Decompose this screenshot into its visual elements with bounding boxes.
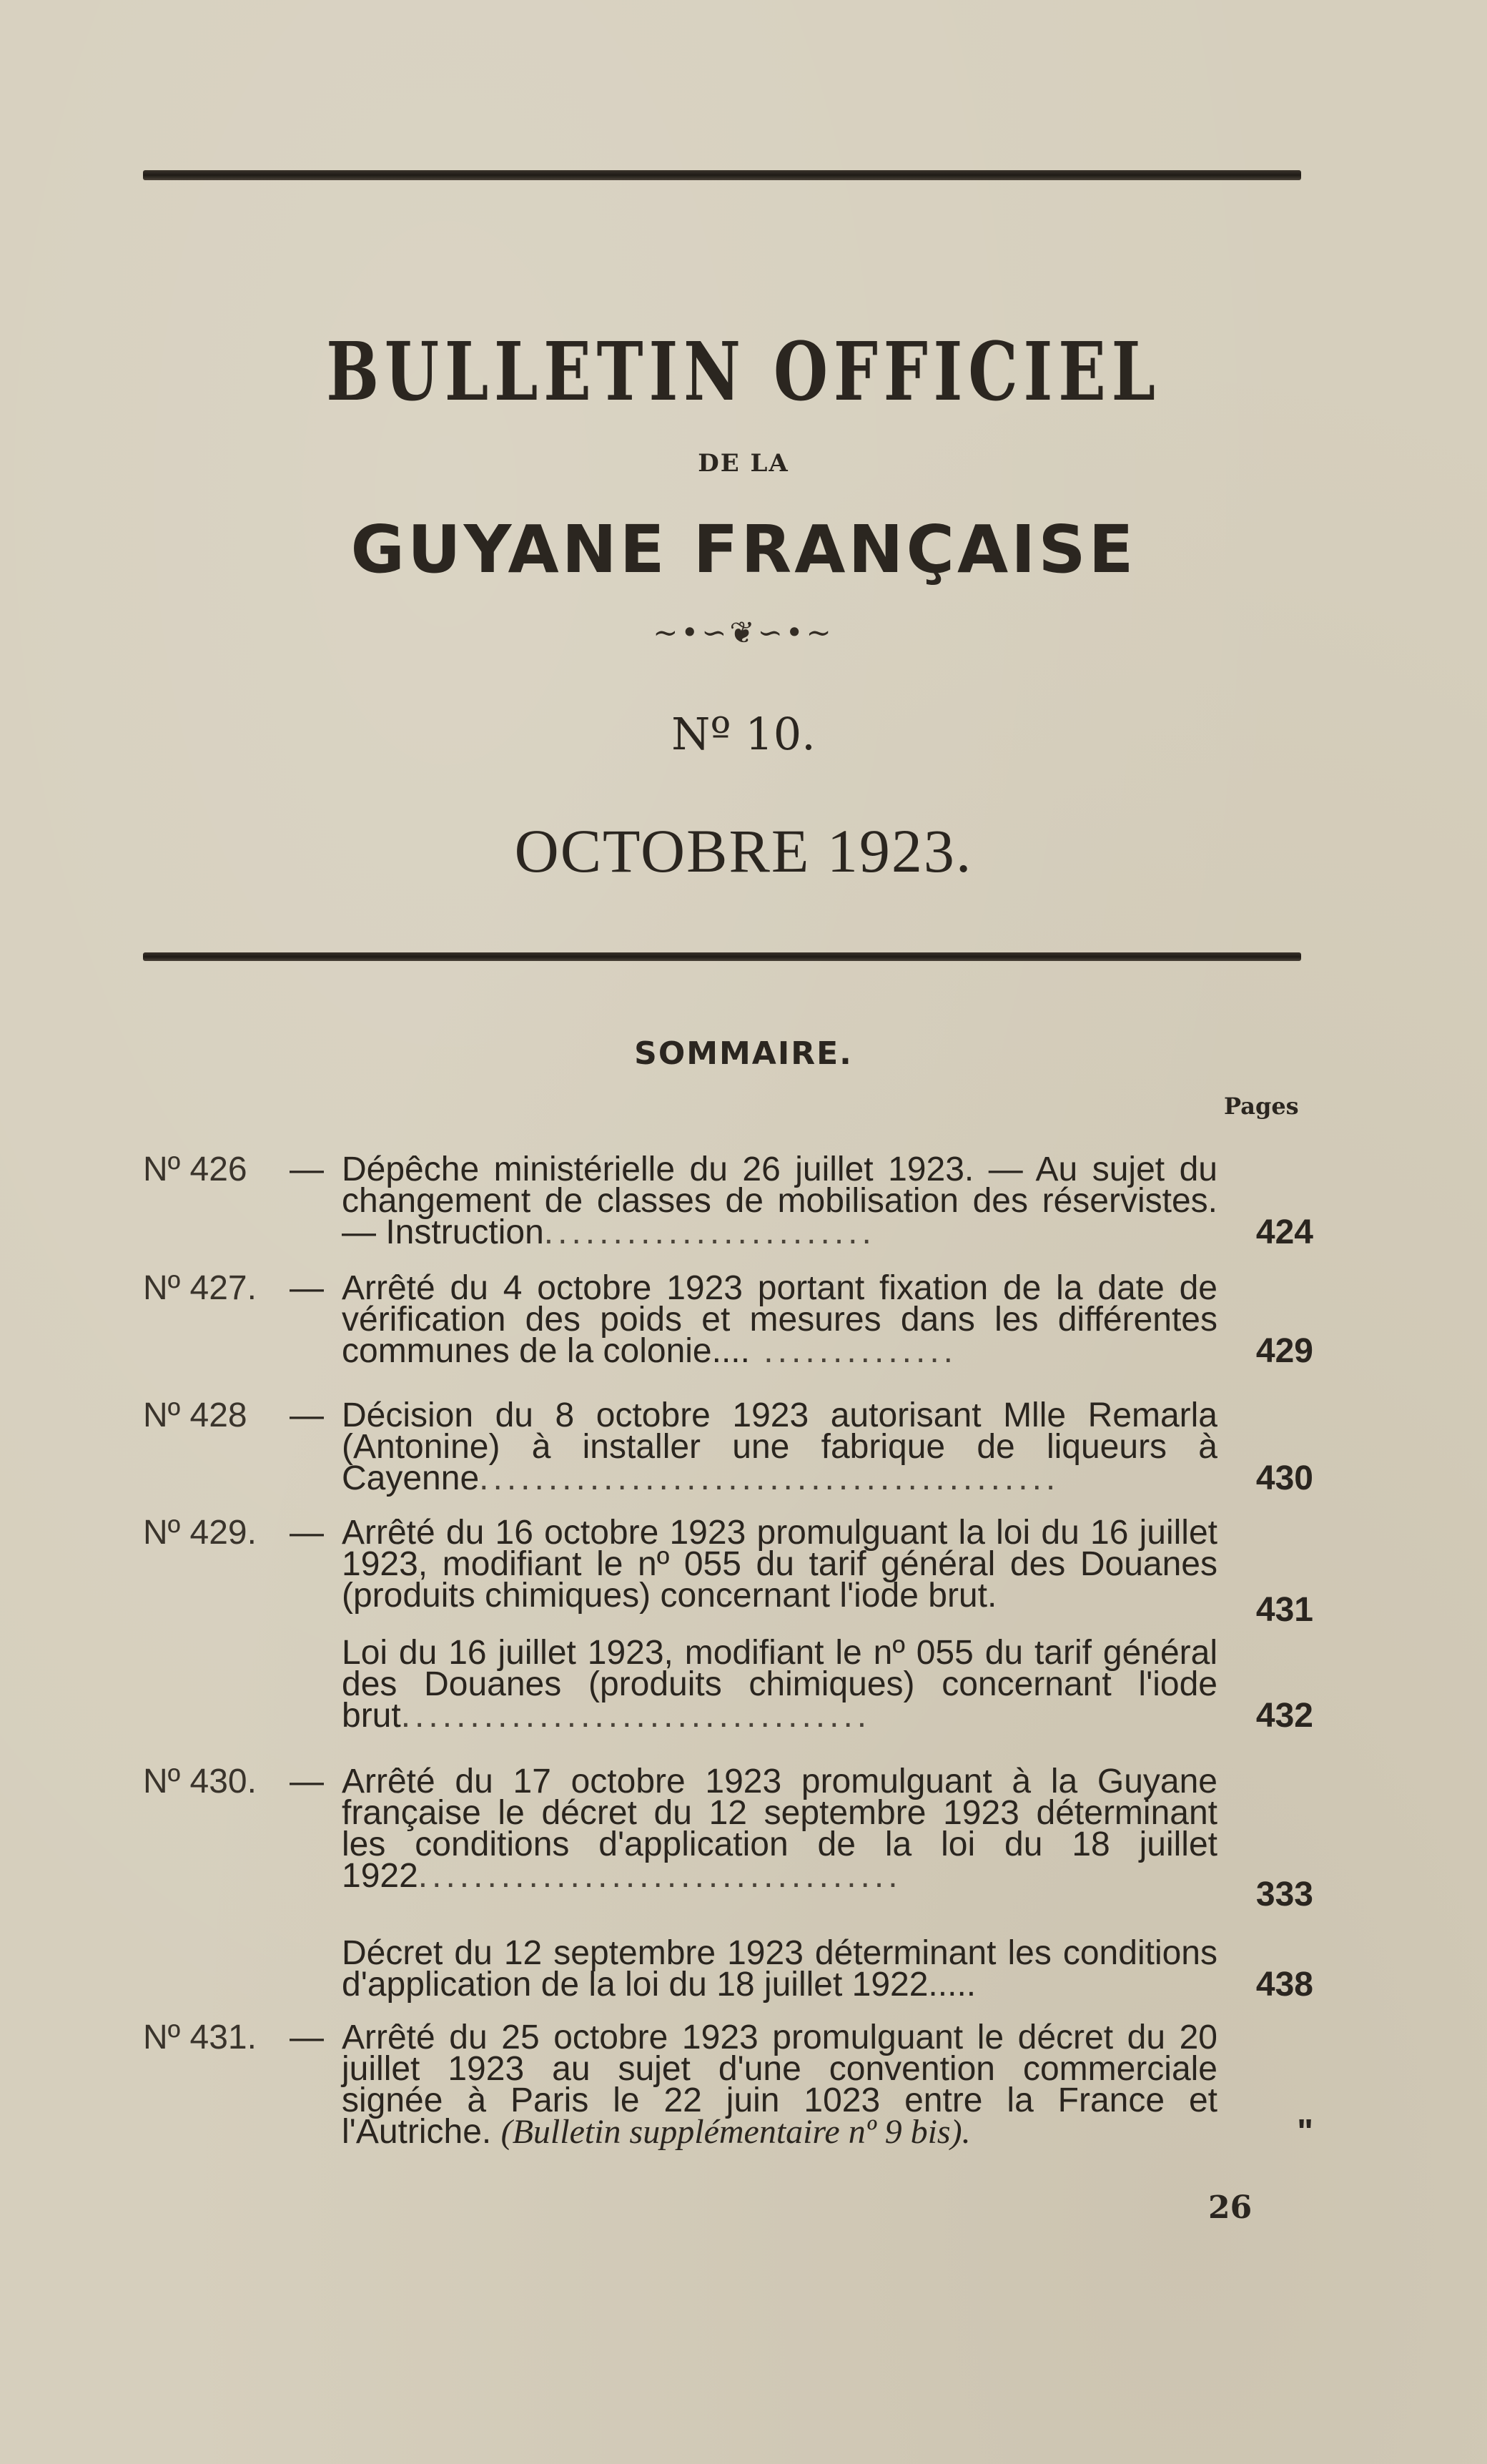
entry-number: Nº 428 bbox=[143, 1396, 247, 1434]
entry-dash: — bbox=[290, 2019, 324, 2056]
entry-sub-text: Décret du 12 septembre 1923 déterminant les conditions d'application de la loi du 18 juillet 1922..... bbox=[342, 1934, 1217, 2004]
entry-dash: — bbox=[290, 1514, 324, 1552]
bulletin-subtitle: DE LA bbox=[698, 449, 789, 478]
summary-heading: SOMMAIRE. bbox=[634, 1035, 853, 1072]
entry-number: Nº 430. bbox=[143, 1763, 257, 1800]
territory-title: GUYANE FRANÇAISE bbox=[350, 511, 1137, 588]
entry-text: Arrêté du 25 octobre 1923 promulguant le décret du 20 juillet 1923 au sujet d'une convention commerciale signée à Paris le 22 juin 1023 entre la France et l'Autriche. (Bulletin supplémentaire nº 9 bis). bbox=[342, 2019, 1217, 2151]
page-folio: 26 bbox=[1208, 2189, 1253, 2226]
entry-sub-text: Loi du 16 juillet 1923, modifiant le nº 055 du tarif général des Douanes (produits chimiques) concernant l'iode brut.................................. bbox=[342, 1634, 1217, 1735]
ornament-divider: ~•∽❦∽•~ bbox=[653, 615, 834, 650]
entry-number: Nº 426 bbox=[143, 1150, 247, 1188]
entry-dash: — bbox=[290, 1269, 324, 1307]
entry-page: 424 bbox=[1255, 1213, 1313, 1251]
issue-number: Nº 10. bbox=[671, 708, 816, 760]
entry-page: 430 bbox=[1255, 1459, 1313, 1497]
bulletin-title: BULLETIN OFFICIEL bbox=[326, 325, 1161, 419]
entry-page: 431 bbox=[1255, 1591, 1313, 1629]
entry-dash: — bbox=[290, 1763, 324, 1800]
entry-page: " bbox=[1297, 2113, 1313, 2151]
entry-text: Dépêche ministérielle du 26 juillet 1923. — Au sujet du changement de classes de mobilisation des réservistes. — Instruction........................ bbox=[342, 1150, 1217, 1251]
entry-text: Arrêté du 16 octobre 1923 promulguant la loi du 16 juillet 1923, modifiant le nº 055 du tarif général des Douanes (produits chimiques) concernant l'iode brut. bbox=[342, 1514, 1217, 1615]
issue-date: OCTOBRE 1923. bbox=[514, 817, 973, 885]
entry-sub-page: 432 bbox=[1255, 1697, 1313, 1735]
entry-page: 333 bbox=[1255, 1876, 1313, 1913]
pages-column-label: Pages bbox=[1224, 1093, 1299, 1120]
entry-number: Nº 427. bbox=[143, 1269, 257, 1307]
entry-number: Nº 429. bbox=[143, 1514, 257, 1552]
entry-text: Arrêté du 4 octobre 1923 portant fixation de la date de vérification des poids et mesures dans les différentes communes de la colonie.... .............. bbox=[342, 1269, 1217, 1370]
entry-text: Décision du 8 octobre 1923 autorisant Mlle Remarla (Antonine) à installer une fabrique de liqueurs à Cayenne.......................................... bbox=[342, 1396, 1217, 1497]
entry-italic-note: (Bulletin supplémentaire nº 9 bis). bbox=[500, 2113, 971, 2151]
entry-number: Nº 431. bbox=[143, 2019, 257, 2056]
entry-text: Arrêté du 17 octobre 1923 promulguant à la Guyane française le décret du 12 septembre 1923 déterminant les conditions d'application de la loi du 18 juillet 1922................................... bbox=[342, 1763, 1217, 1895]
top-rule bbox=[143, 170, 1301, 180]
entry-dash: — bbox=[290, 1396, 324, 1434]
middle-rule bbox=[143, 952, 1301, 961]
entry-dash: — bbox=[290, 1150, 324, 1188]
entry-sub-page: 438 bbox=[1255, 1966, 1313, 2004]
entry-page: 429 bbox=[1255, 1332, 1313, 1370]
